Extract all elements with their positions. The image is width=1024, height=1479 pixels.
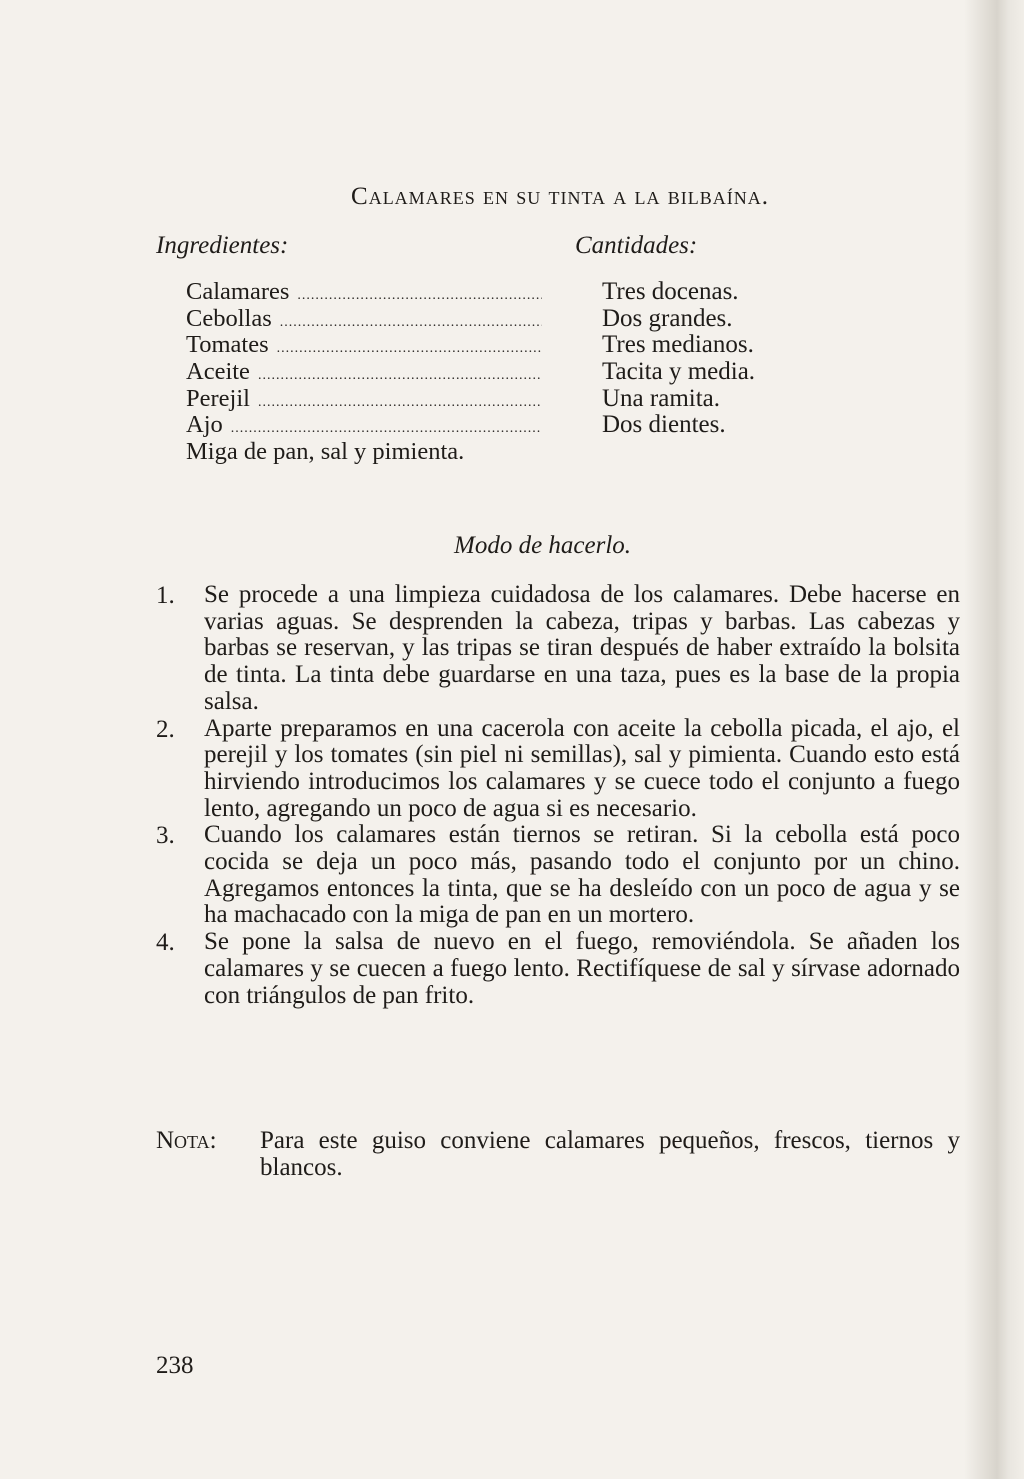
step-number: 4. [156, 929, 175, 957]
step-number: 2. [156, 715, 175, 743]
step-item [156, 929, 960, 1009]
step-text: Aparte preparamos en una cacerola con aceite la cebolla picada, el ajo, el perejil y los tomates (sin piel ni semillas), sal y pimienta. Cuando esto está hirviendo introducimos los calamares y se cuece todo el conjunto a fuego lento, agregando un poco de agua si es necesario. [204, 714, 960, 822]
ingredients-header: Ingredientes: [156, 232, 289, 259]
step-text: Se procede a una limpieza cuidadosa de los calamares. Debe hacerse en varias aguas. Se desprenden la cabeza, tripas y barbas. Las cabezas y barbas se reservan, y las tripas se tiran después de haber extraído la bolsita de tinta. La tinta debe guardarse en una taza, pues es la base de la propia salsa. [204, 581, 960, 715]
extra-ingredient: Miga de pan, sal y pimienta. [186, 438, 465, 466]
page-number: 238 [156, 1352, 194, 1379]
ingredient-row [186, 359, 542, 386]
ingredient-name: Tomates [186, 331, 269, 359]
ingredient-row [186, 279, 542, 306]
ingredient-name: Calamares [186, 278, 290, 305]
note-text: Para este guiso conviene calamares pequeños, frescos, tiernos y blancos. [260, 1127, 960, 1181]
step-text: Cuando los calamares están tiernos se retiran. Si la cebolla está poco cocida se deja un poco más, pasando todo el conjunto por un chino. Agregamos entonces la tinta, que se ha desleído con un poco de agua y se ha machacado con la miga de pan en un mortero. [204, 821, 960, 929]
ingredient-row [186, 412, 542, 439]
ingredient-row [186, 306, 542, 333]
ingredient-name: Perejil [186, 384, 250, 412]
step-text: Se pone la salsa de nuevo en el fuego, removiéndola. Se añaden los calamares y se cuecen a fuego lento. Rectifíquese de sal y sírvase adornado con triángulos de pan frito. [204, 928, 960, 1009]
quantity: Dos grandes. [602, 304, 733, 332]
steps-list [156, 582, 960, 1009]
quantity: Dos dientes. [602, 411, 726, 439]
step-item [156, 582, 960, 716]
ingredient-row [186, 386, 542, 413]
ingredient-name: Cebollas [186, 304, 272, 332]
recipe-title: Calamares en su tinta a la bilbaína. [351, 183, 769, 210]
quantities-list [602, 279, 755, 439]
quantity: Tres medianos. [602, 331, 754, 359]
quantities-header: Cantidades: [575, 232, 698, 259]
quantity: Tres docenas. [602, 278, 739, 305]
quantity: Tacita y media. [602, 358, 756, 386]
step-item [156, 822, 960, 929]
step-number: 1. [156, 582, 175, 609]
note-label: Nota: [156, 1127, 217, 1154]
quantity: Una ramita. [602, 384, 721, 412]
step-number: 3. [156, 822, 175, 850]
ingredient-name: Aceite [186, 358, 250, 386]
method-header: Modo de hacerlo. [454, 532, 632, 559]
step-item [156, 716, 960, 823]
ingredient-name: Ajo [186, 411, 223, 439]
ingredient-row [186, 332, 542, 359]
page-edge-shadow [964, 0, 1024, 1479]
note [156, 1127, 960, 1181]
ingredients-list [186, 279, 542, 466]
